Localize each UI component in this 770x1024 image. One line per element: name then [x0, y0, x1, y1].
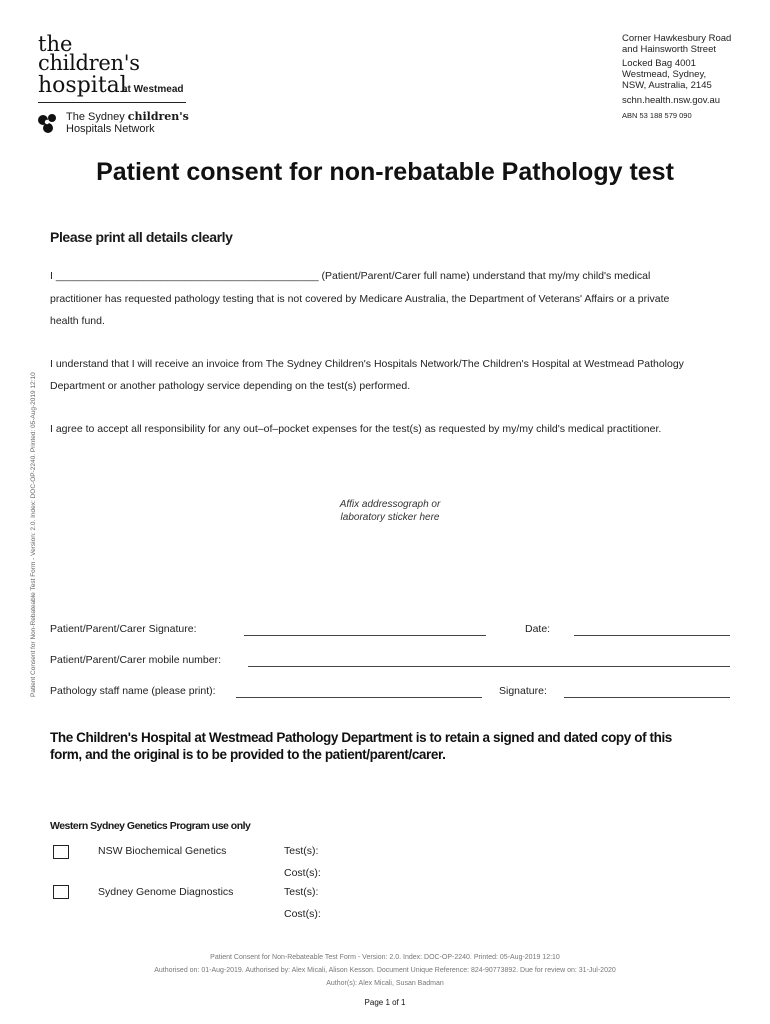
staff-name-label: Pathology staff name (please print):: [50, 685, 216, 697]
network-name-part-b: children's: [127, 110, 189, 123]
address-line-5: NSW, Australia, 2145: [622, 80, 712, 91]
page-title: Patient consent for non-rebatable Pathology test: [96, 158, 674, 186]
date-field[interactable]: [574, 635, 730, 636]
network-name-line1: [66, 110, 189, 123]
address-line-3: Locked Bag 4001: [622, 58, 696, 69]
logo-text-westmead: at Westmead: [122, 84, 184, 95]
affix-line-1: Affix addressograph or: [339, 499, 441, 510]
genetics-row-test-label: Test(s):: [284, 886, 319, 898]
consent-para1-line2: practitioner has requested pathology testing that is not covered by Medicare Australia, the Department of Veterans' Affairs or a private: [50, 293, 670, 305]
genetics-row-cost-label: Cost(s):: [284, 908, 321, 920]
footer-line-2: Authorised on: 01-Aug-2019. Authorised by: Alex Micali, Alison Kesson. Document Unique Reference: 824-90773892. Due for review on: 31-Jul-2020: [154, 967, 616, 974]
logo-divider: [38, 102, 186, 103]
footer-line-3: Author(s): Alex Micali, Susan Badman: [326, 980, 444, 987]
consent-para2-line2: Department or another pathology service depending on the test(s) performed.: [50, 380, 411, 392]
retention-note: [50, 729, 740, 763]
page-number: Page 1 of 1: [364, 998, 406, 1007]
checkbox-nsw-biochemical[interactable]: [53, 845, 69, 859]
genetics-heading: Western Sydney Genetics Program use only: [50, 820, 251, 832]
logo-text-the: the: [38, 32, 73, 56]
address-line-2: and Hainsworth Street: [622, 44, 716, 55]
consent-para2-line1: I understand that I will receive an invoice from The Sydney Children's Hospitals Network/The Children's Hospital at Westmead Pathology: [50, 358, 684, 370]
address-line-4: Westmead, Sydney,: [622, 69, 707, 80]
consent-para1-line3: health fund.: [50, 315, 105, 327]
staff-signature-field[interactable]: [564, 697, 730, 698]
logo-text-childrens: children's: [38, 51, 140, 75]
subheading: Please print all details clearly: [50, 229, 233, 245]
sidebar-document-info: Patient Consent for Non-Rebateable Test Form - Version: 2.0. Index: DOC-OP-2240. Printed: 05-Aug-2019 12:10: [30, 372, 37, 697]
signature-label: Patient/Parent/Carer Signature:: [50, 623, 197, 635]
address-line-1: Corner Hawkesbury Road: [622, 33, 732, 44]
signature-field[interactable]: [244, 635, 486, 636]
network-name-part-a: The Sydney: [66, 111, 125, 123]
network-logo-icon: [36, 112, 60, 136]
genetics-row-test-label: Test(s):: [284, 845, 319, 857]
consent-para1-line1: I _____________________________________________ (Patient/Parent/Carer full name) understand that my/my child's medical: [50, 270, 651, 282]
genetics-row-name: Sydney Genome Diagnostics: [98, 886, 234, 898]
network-name-line2: Hospitals Network: [66, 123, 155, 135]
retention-note-line2: form, and the original is to be provided to the patient/parent/carer.: [50, 747, 446, 762]
staff-signature-label: Signature:: [499, 685, 547, 697]
staff-name-field[interactable]: [236, 697, 482, 698]
affix-line-2: laboratory sticker here: [340, 512, 440, 523]
genetics-row-name: NSW Biochemical Genetics: [98, 845, 227, 857]
retention-note-line1: The Children's Hospital at Westmead Pathology Department is to retain a signed and dated copy of this: [50, 730, 672, 745]
logo-text-hospital: hospital: [38, 73, 127, 98]
affix-sticker-area: [300, 498, 480, 524]
mobile-field[interactable]: [248, 666, 730, 667]
footer-line-1: Patient Consent for Non-Rebateable Test Form - Version: 2.0. Index: DOC-OP-2240. Printed: 05-Aug-2019 12:10: [210, 954, 560, 961]
checkbox-sydney-genome[interactable]: [53, 885, 69, 899]
genetics-row-cost-label: Cost(s):: [284, 867, 321, 879]
mobile-label: Patient/Parent/Carer mobile number:: [50, 654, 221, 666]
address-abn: ABN 53 188 579 090: [622, 111, 692, 120]
consent-para3: I agree to accept all responsibility for any out–of–pocket expenses for the test(s) as requested by my/my child's medical practitioner.: [50, 423, 662, 435]
address-website: schn.health.nsw.gov.au: [622, 95, 721, 106]
date-label: Date:: [525, 623, 551, 635]
